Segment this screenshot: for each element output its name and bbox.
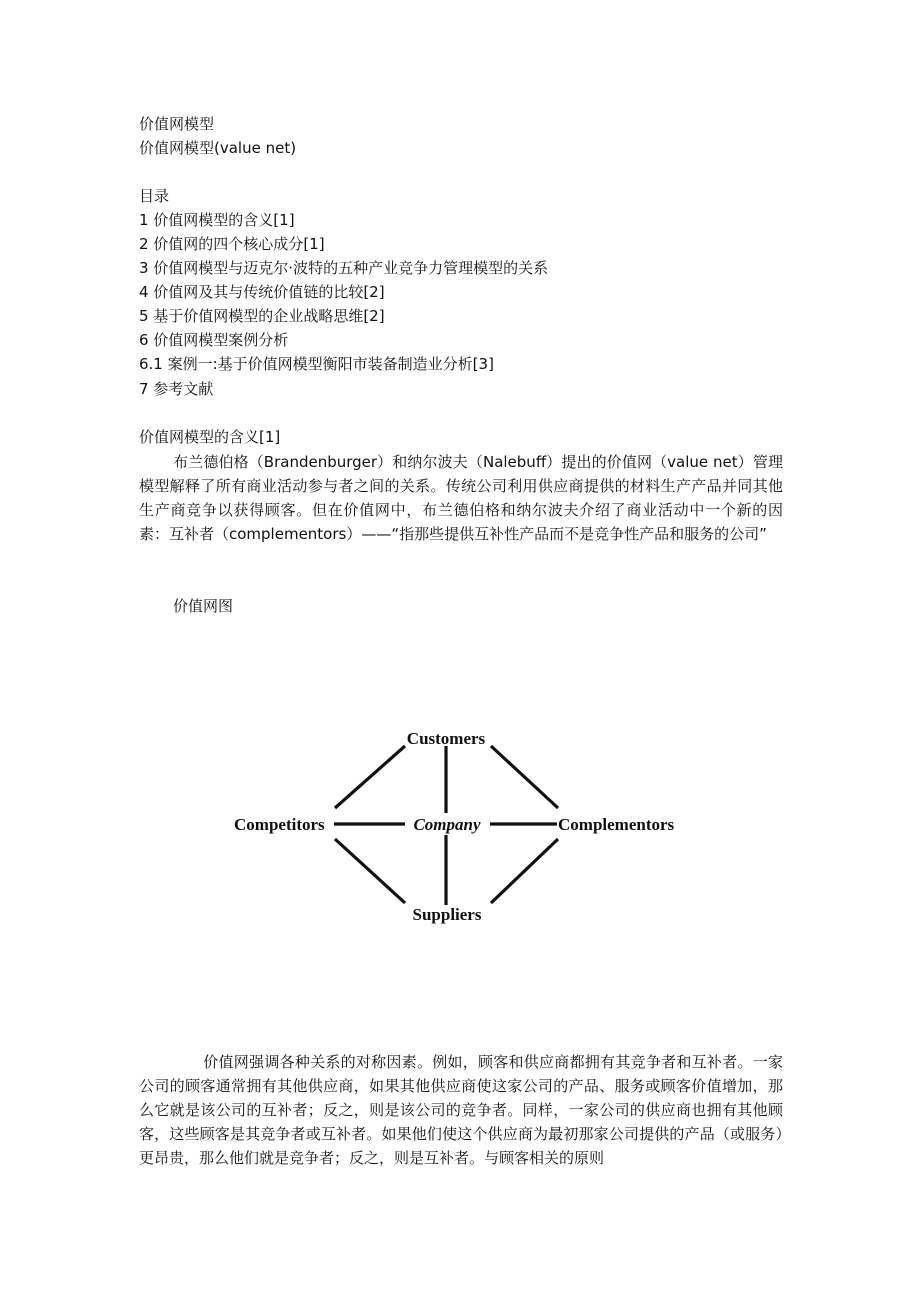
section-heading: 价值网模型的含义[1] [139, 428, 281, 446]
toc-item-2[interactable]: 2 价值网的四个核心成分[1] [139, 235, 325, 253]
node-customers: Customers [406, 729, 486, 748]
section-paragraph-text: 布兰德伯格（Brandenburger）和纳尔波夫（Nalebuff）提出的价值网（value net）管理模型解释了所有商业活动参与者之间的关系。传统公司利用供应商提供的材料生产产品并同其他生产商竞争以获得顾客。但在价值网中，布兰德伯格和纳尔波夫介绍了商业活动中一个新的因素：互补者（complementors）——“指那些提供互补性产品而不是竞争性产品和服务的公司” [139, 453, 783, 543]
document-subtitle: 价值网模型(value net) [139, 139, 297, 157]
toc-item-3[interactable]: 3 价值网模型与迈克尔·波特的五种产业竞争力管理模型的关系 [139, 259, 549, 277]
edge-complementors-suppliers [491, 839, 558, 903]
node-competitors: Competitors [234, 815, 325, 834]
edge-customers-competitors [335, 746, 405, 808]
toc-item-7[interactable]: 7 参考文献 [139, 380, 214, 398]
edge-customers-complementors [491, 746, 558, 808]
edge-competitors-suppliers [335, 839, 405, 903]
figure-caption: 价值网图 [173, 597, 234, 615]
document-title: 价值网模型 [139, 115, 215, 133]
toc-item-4[interactable]: 4 价值网及其与传统价值链的比较[2] [139, 283, 385, 301]
value-net-diagram [220, 715, 700, 940]
toc-item-5[interactable]: 5 基于价值网模型的企业战略思维[2] [139, 307, 385, 325]
toc-item-6[interactable]: 6 价值网模型案例分析 [139, 331, 289, 349]
section-paragraph [139, 450, 783, 546]
node-company: Company [413, 815, 481, 834]
node-suppliers: Suppliers [412, 905, 482, 924]
toc-item-6-1[interactable]: 6.1 案例一:基于价值网模型衡阳市装备制造业分析[3] [139, 355, 494, 373]
body-paragraph [139, 1050, 783, 1170]
toc-heading: 目录 [139, 187, 170, 205]
node-complementors: Complementors [558, 815, 675, 834]
body-paragraph-text: 价值网强调各种关系的对称因素。例如，顾客和供应商都拥有其竞争者和互补者。一家公司的顾客通常拥有其他供应商，如果其他供应商使这家公司的产品、服务或顾客价值增加，那么它就是该公司的互补者；反之，则是该公司的竞争者。同样，一家公司的供应商也拥有其他顾客，这些顾客是其竞争者或互补者。如果他们使这个供应商为最初那家公司提供的产品（或服务）更昂贵，那么他们就是竞争者；反之，则是互补者。与顾客相关的原则 [139, 1053, 783, 1167]
toc-item-1[interactable]: 1 价值网模型的含义[1] [139, 211, 295, 229]
